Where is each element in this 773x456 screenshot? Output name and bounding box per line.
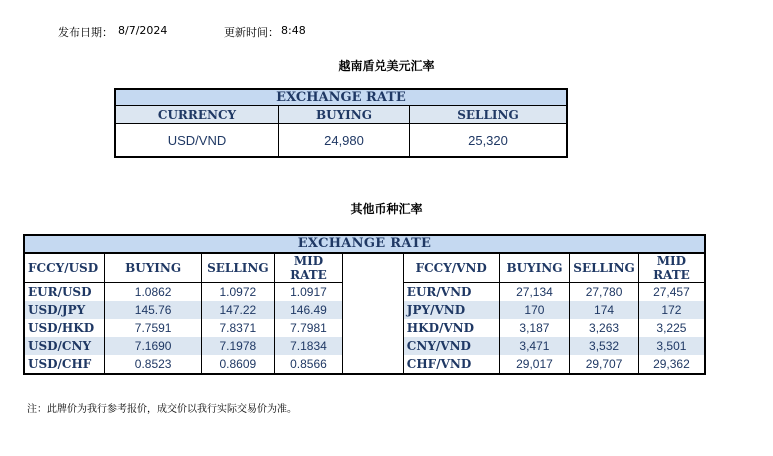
disclaimer-note: 注：此牌价为我行参考报价，成交价以我行实际交易价为准。 xyxy=(27,404,297,415)
mid-rate-cell: 7.1834 xyxy=(274,337,343,355)
col-header-fccy-usd: FCCY/USD xyxy=(24,253,105,283)
other-rate-table xyxy=(23,234,706,375)
column-spacer xyxy=(343,355,404,374)
buying-cell: 7.7591 xyxy=(105,319,202,337)
currency-cell: USD/VND xyxy=(115,124,279,158)
publish-date-value: 8/7/2024 xyxy=(118,24,168,37)
pair-cell: CNY/VND xyxy=(403,337,499,355)
other-section-title: 其他币种汇率 xyxy=(350,202,423,216)
buying-cell: 27,134 xyxy=(499,283,570,302)
col-header-selling: SELLING xyxy=(410,106,568,124)
col-header-buying: BUYING xyxy=(279,106,410,124)
usd-rate-table xyxy=(114,88,568,158)
table-row xyxy=(24,283,705,302)
mid-rate-cell: 3,225 xyxy=(638,319,705,337)
col-header-fccy-vnd: FCCY/VND xyxy=(403,253,499,283)
table-row xyxy=(115,124,567,158)
buying-cell: 3,471 xyxy=(499,337,570,355)
usd-table-banner: EXCHANGE RATE xyxy=(115,89,567,106)
table-row xyxy=(24,301,705,319)
col-header-currency: CURRENCY xyxy=(115,106,279,124)
col-header-buying: BUYING xyxy=(499,253,570,283)
buying-cell: 3,187 xyxy=(499,319,570,337)
pair-cell: USD/CHF xyxy=(24,355,105,374)
buying-cell: 145.76 xyxy=(105,301,202,319)
pair-cell: USD/JPY xyxy=(24,301,105,319)
mid-rate-cell: 29,362 xyxy=(638,355,705,374)
update-time-value: 8:48 xyxy=(281,24,306,37)
selling-cell: 174 xyxy=(570,301,639,319)
pair-cell: EUR/USD xyxy=(24,283,105,302)
col-header-selling: SELLING xyxy=(570,253,639,283)
buying-cell: 1.0862 xyxy=(105,283,202,302)
table-row xyxy=(24,319,705,337)
publish-date-label: 发布日期： xyxy=(58,26,113,39)
column-spacer xyxy=(343,301,404,319)
buying-cell: 170 xyxy=(499,301,570,319)
mid-rate-cell: 3,501 xyxy=(638,337,705,355)
col-header-mid-rate: MID RATE xyxy=(638,253,705,283)
selling-cell: 3,263 xyxy=(570,319,639,337)
column-spacer xyxy=(343,253,404,283)
pair-cell: HKD/VND xyxy=(403,319,499,337)
col-header-mid-rate: MID RATE xyxy=(274,253,343,283)
pair-cell: USD/CNY xyxy=(24,337,105,355)
column-spacer xyxy=(343,283,404,302)
pair-cell: USD/HKD xyxy=(24,319,105,337)
mid-rate-cell: 1.0917 xyxy=(274,283,343,302)
buying-cell: 0.8523 xyxy=(105,355,202,374)
pair-cell: CHF/VND xyxy=(403,355,499,374)
table-row xyxy=(24,355,705,374)
mid-rate-cell: 146.49 xyxy=(274,301,343,319)
buying-cell: 24,980 xyxy=(279,124,410,158)
selling-cell: 29,707 xyxy=(570,355,639,374)
selling-cell: 1.0972 xyxy=(202,283,275,302)
pair-cell: EUR/VND xyxy=(403,283,499,302)
selling-cell: 7.8371 xyxy=(202,319,275,337)
table-row xyxy=(24,337,705,355)
mid-rate-cell: 7.7981 xyxy=(274,319,343,337)
mid-rate-cell: 0.8566 xyxy=(274,355,343,374)
usd-section-title: 越南盾兑美元汇率 xyxy=(338,59,435,73)
buying-cell: 29,017 xyxy=(499,355,570,374)
selling-cell: 27,780 xyxy=(570,283,639,302)
col-header-buying: BUYING xyxy=(105,253,202,283)
col-header-selling: SELLING xyxy=(202,253,275,283)
mid-rate-cell: 27,457 xyxy=(638,283,705,302)
mid-rate-cell: 172 xyxy=(638,301,705,319)
selling-cell: 25,320 xyxy=(410,124,568,158)
buying-cell: 7.1690 xyxy=(105,337,202,355)
column-spacer xyxy=(343,337,404,355)
update-time-label: 更新时间： xyxy=(224,26,279,39)
selling-cell: 3,532 xyxy=(570,337,639,355)
pair-cell: JPY/VND xyxy=(403,301,499,319)
selling-cell: 0.8609 xyxy=(202,355,275,374)
fx-table-banner: EXCHANGE RATE xyxy=(24,235,705,253)
column-spacer xyxy=(343,319,404,337)
selling-cell: 7.1978 xyxy=(202,337,275,355)
selling-cell: 147.22 xyxy=(202,301,275,319)
